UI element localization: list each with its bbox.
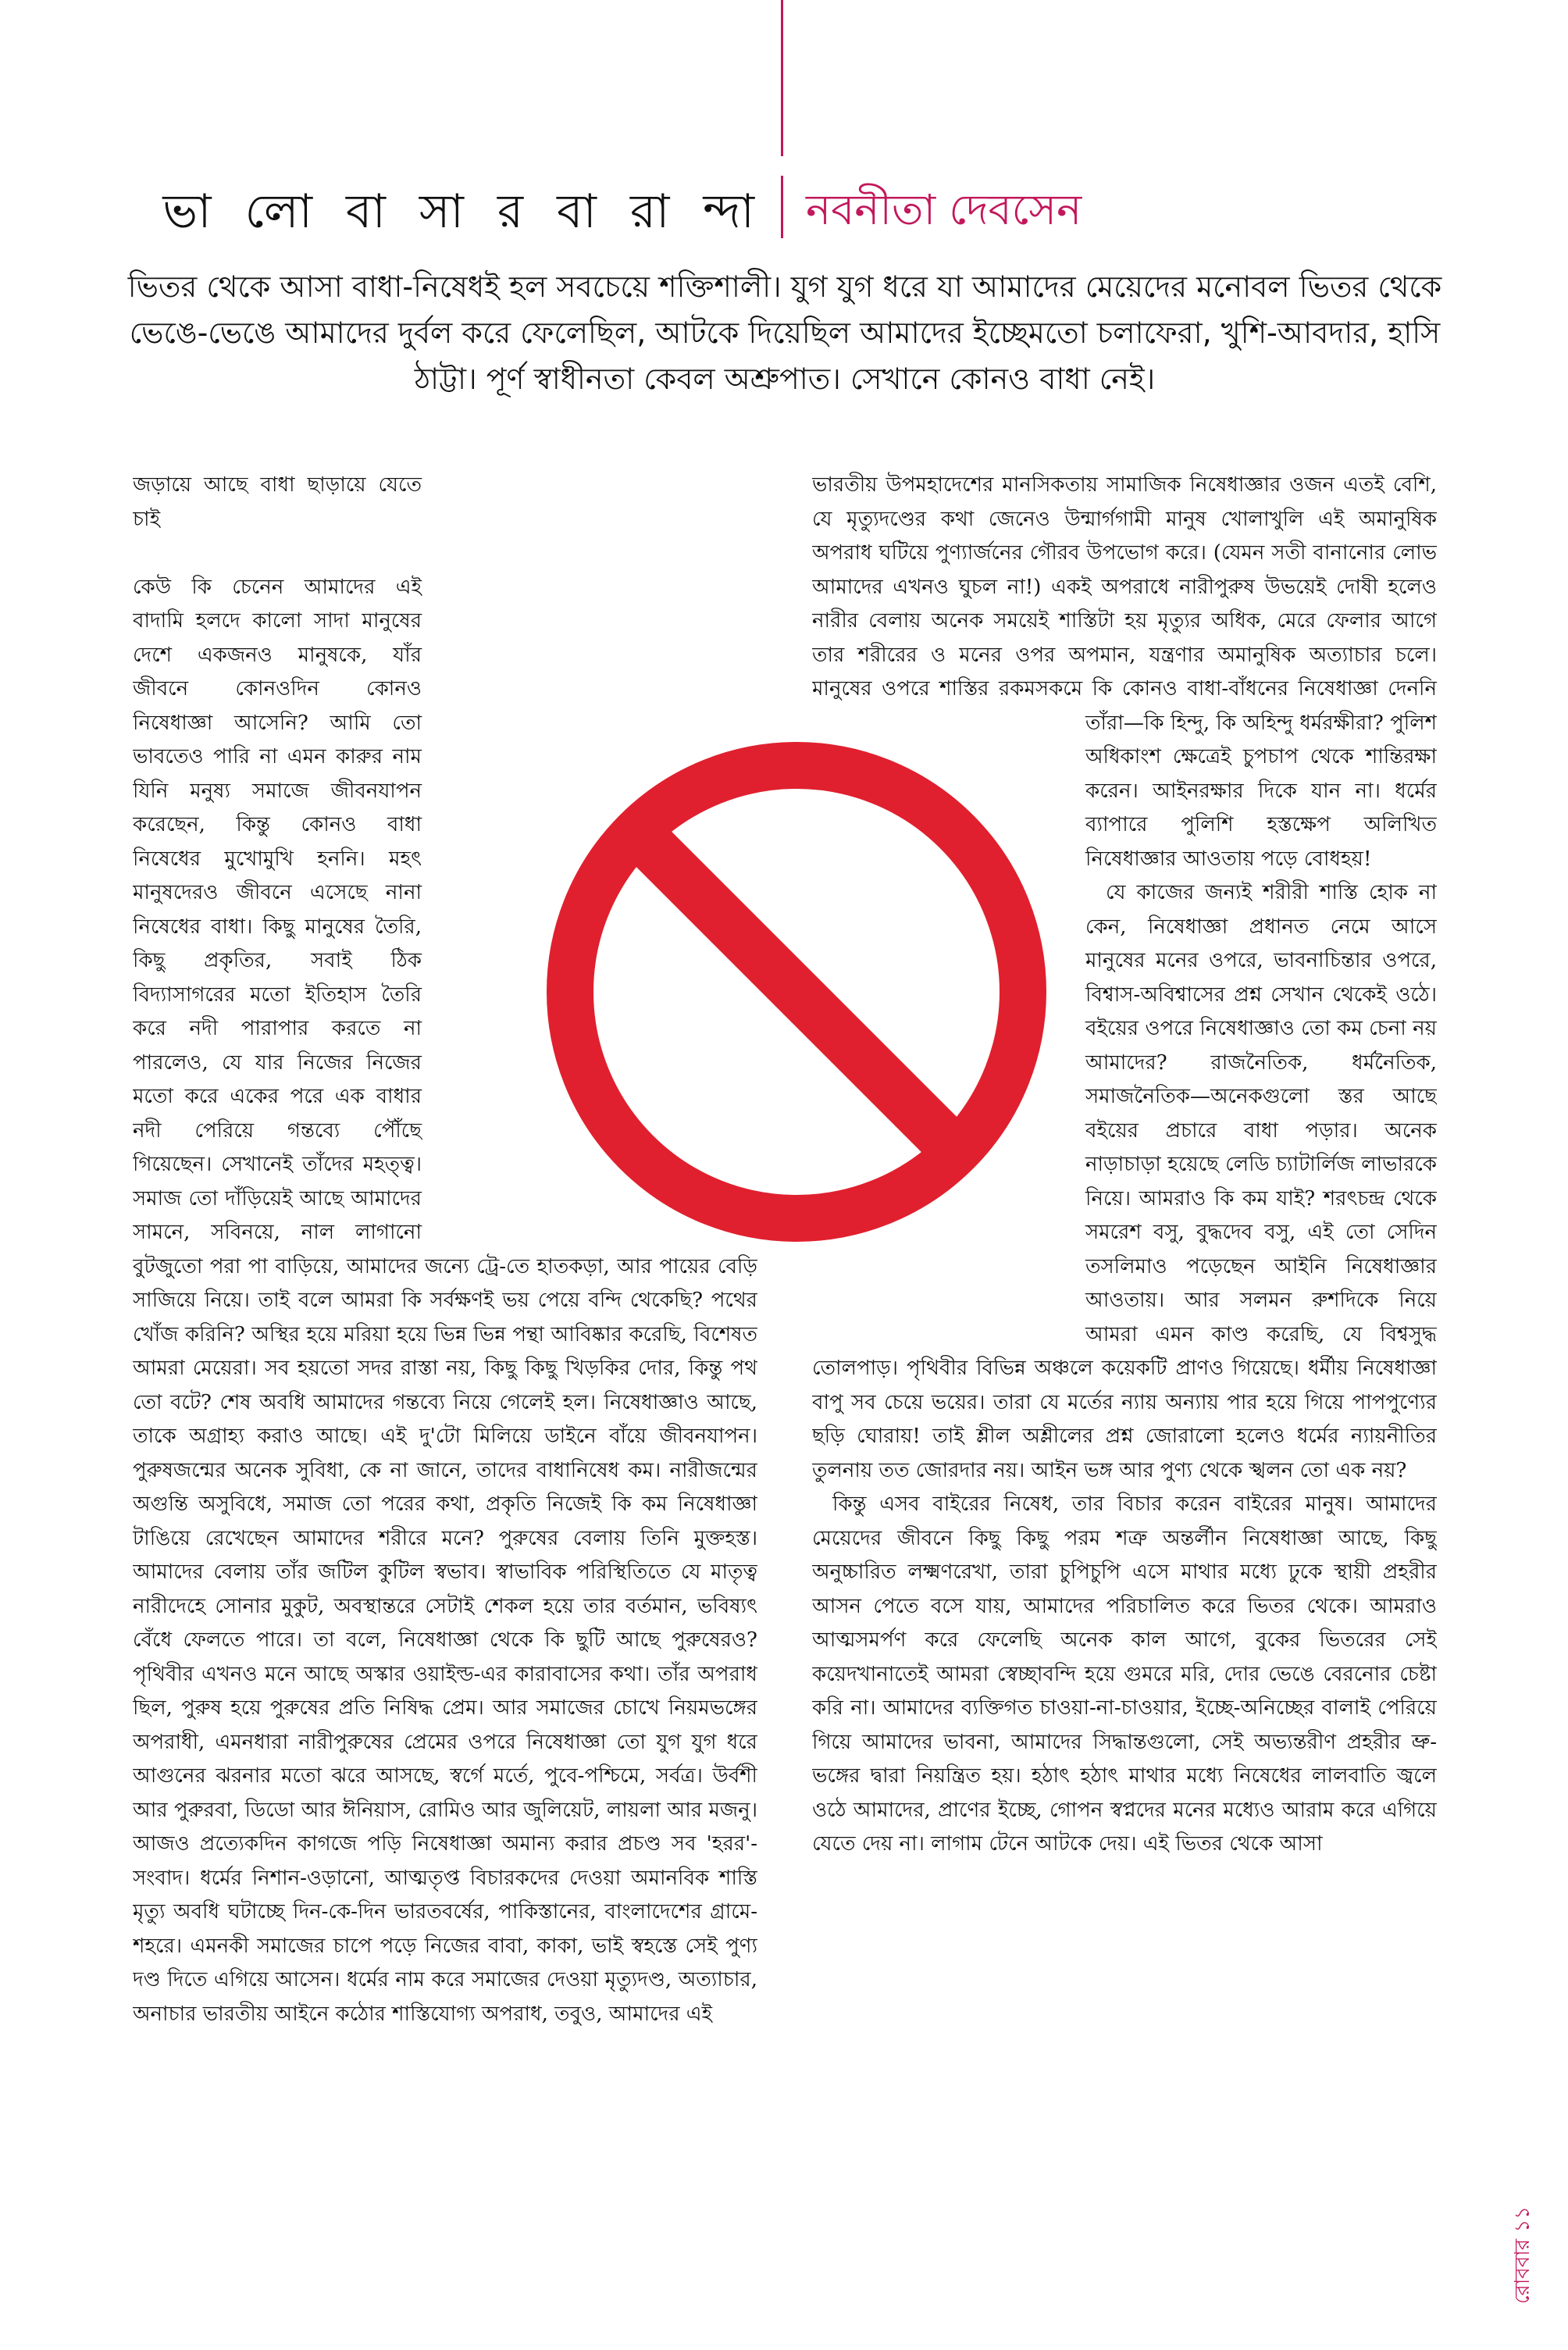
series-title: ভা লো বা সা র বা রা ন্দা	[162, 184, 764, 239]
intro-blurb: ভিতর থেকে আসা বাধা-নিষেধই হল সবচেয়ে শক্তিশালী। যুগ যুগ ধরে যা আমাদের মেয়েদের মনোবল ভিতর থেকে ভেঙে-ভেঙে আমাদের দুর্বল করে ফেলেছিল, আটকে দিয়েছিল আমাদের ইচ্ছেমতো চলাফেরা, খুশি-আবদার, হাসি ঠাট্টা। পূর্ণ স্বাধীনতা কেবল অশ্রুপাত। সেখানে কোনও বাধা নেই।	[127, 269, 1442, 396]
paragraph: ভারতীয় উপমহাদেশের মানসিকতায় সামাজিক নিষেধাজ্ঞার ওজন এতই বেশি, যে মৃত্যুদণ্ডের কথা জেনেও উন্মার্গগামী মানুষ খোলাখুলি এই অমানুষিক অপরাধ ঘটিয়ে পুণ্যার্জনের গৌরব উপভোগ করে। (যেমন সতী বানানোর লোভ আমাদের এখনও ঘুচল না!) একই অপরাধে নারীপুরুষ উভয়েই দোষী হলেও নারীর বেলায় অনেক সময়েই শাস্তিটা হয় মৃত্যুর অধিক, মেরে ফেলার আগে তার শরীরের ও মনের ওপর অপমান, যন্ত্রণার অমানুষিক অত্যাচার চলে। মানুষের ওপরে শাস্তির রকমসকমে কি কোনও বাধা-বাঁধনের নিষেধাজ্ঞা দেননি তাঁরা—কি হিন্দু, কি অহিন্দু ধর্মরক্ষীরা? পুলিশ অধিকাংশ ক্ষেত্রেই চুপচাপ থেকে শান্তিরক্ষা করেন। আইনরক্ষার দিকে যান না। ধর্মের ব্যাপারে পুলিশি হস্তক্ষেপ অলিখিত নিষেধাজ্ঞার আওতায় পড়ে বোধহয়!	[812, 473, 1437, 871]
article-subheading: জড়ায়ে আছে বাধা ছাড়ায়ে যেতে চাই	[133, 473, 422, 531]
paragraph: কিন্তু এসব বাইরের নিষেধ, তার বিচার করেন বাইরের মানুষ। আমাদের মেয়েদের জীবনে কিছু কিছু পরম শত্রু অন্তর্লীন নিষেধাজ্ঞা আছে, কিছু অনুচ্চারিত লক্ষ্মণরেখা, তারা চুপিচুপি এসে মাথার মধ্যে ঢুকে স্থায়ী প্রহরীর আসন পেতে বসে যায়, আমাদের পরিচালিত করে ভিতর থেকে। আমরাও আত্মসমর্পণ করে ফেলেছি অনেক কাল আগে, বুকের ভিতরের সেই কয়েদখানাতেই আমরা স্বেচ্ছাবন্দি হয়ে গুমরে মরি, দোর ভেঙে বেরনোর চেষ্টা করি না। আমাদের ব্যক্তিগত চাওয়া-না-চাওয়ার, ইচ্ছে-অনিচ্ছের বালাই পেরিয়ে গিয়ে আমাদের ভাবনা, আমাদের সিদ্ধান্তগুলো, সেই অভ্যন্তরীণ প্রহরীর ভ্রু-ভঙ্গের দ্বারা নিয়ন্ত্রিত হয়। হঠাৎ হঠাৎ মাথার মধ্যে নিষেধের লালবাতি জ্বলে ওঠে আমাদের, প্রাণের ইচ্ছে, গোপন স্বপ্নদের মনের মধ্যেও আরাম করে এগিয়ে যেতে দেয় না। লাগাম টেনে আটকে দেয়। এই ভিতর থেকে আসা	[812, 1492, 1437, 1856]
paragraph: কেউ কি চেনেন আমাদের এই বাদামি হলদে কালো সাদা মানুষের দেশে একজনও মানুষকে, যাঁর জীবনে কোনওদিন কোনও নিষেধাজ্ঞা আসেনি? আমি তো ভাবতেও পারি না এমন কারুর নাম যিনি মনুষ্য সমাজে জীবনযাপন করেছেন, কিন্তু কোনও বাধা নিষেধের মুখোমুখি হননি। মহৎ মানুষদেরও জীবনে এসেছে নানা নিষেধের বাধা। কিছু মানুষের তৈরি, কিছু প্রকৃতির, সবাই ঠিক বিদ্যাসাগরের মতো ইতিহাস তৈরি করে নদী পারাপার করতে না পারলেও, যে যার নিজের নিজের মতো করে একের পরে এক বাধার নদী পেরিয়ে গন্তব্যে পৌঁছে গিয়েছেন। সেখানেই তাঁদের মহত্ত্ব। সমাজ তো দাঁড়িয়েই আছে আমাদের সামনে, সবিনয়ে, নাল লাগানো বুটজুতো পরা পা বাড়িয়ে, আমাদের জন্যে ট্রে-তে হাতকড়া, আর পায়ের বেড়ি সাজিয়ে নিয়ে। তাই বলে আমরা কি সর্বক্ষণই ভয় পেয়ে বন্দি থেকেছি? পথের খোঁজ করিনি? অস্থির হয়ে মরিয়া হয়ে ভিন্ন ভিন্ন পন্থা আবিষ্কার করেছি, বিশেষত আমরা মেয়েরা। সব হয়তো সদর রাস্তা নয়, কিছু কিছু খিড়কির দোর, কিন্তু পথ তো বটে? শেষ অবধি আমাদের গন্তব্যে নিয়ে গেলেই হল। নিষেধাজ্ঞাও আছে, তাকে অগ্রাহ্য করাও আছে। এই দু'টো মিলিয়ে ডাইনে বাঁয়ে জীবনযাপন। পুরুষজন্মের অনেক সুবিধা, কে না জানে, তাদের বাধানিষেধ কম। নারীজন্মের অগুন্তি অসুবিধে, সমাজ তো পরের কথা, প্রকৃতি নিজেই কি কম নিষেধাজ্ঞা টাঙিয়ে রেখেছেন আমাদের শরীরে মনে? পুরুষের বেলায় তিনি মুক্তহস্ত। আমাদের বেলায় তাঁর জটিল কুটিল স্বভাব। স্বাভাবিক পরিস্থিতিতে যে মাতৃত্ব নারীদেহে সোনার মুকুট, অবস্থান্তরে সেটাই শেকল হয়ে তার বর্তমান, ভবিষ্যৎ বেঁধে ফেলতে পারে। তা বলে, নিষেধাজ্ঞা থেকে কি ছুটি আছে পুরুষেরও? পৃথিবীর এখনও মনে আছে অস্কার ওয়াইল্ড-এর কারাবাসের কথা। তাঁর অপরাধ ছিল, পুরুষ হয়ে পুরুষের প্রতি নিষিদ্ধ প্রেম। আর সমাজের চোখে নিয়মভঙ্গের অপরাধী, এমনধারা নারীপুরুষের প্রেমের ওপরে নিষেধাজ্ঞা তো যুগ যুগ ধরে আগুনের ঝরনার মতো ঝরে আসছে, স্বর্গে মর্তে, পুবে-পশ্চিমে, সর্বত্র। উর্বশী আর পুরুরবা, ডিডো আর ঈনিয়াস, রোমিও আর জুলিয়েট, লায়লা আর মজনু। আজও প্রত্যেকদিন কাগজে পড়ি নিষেধাজ্ঞা অমান্য করার প্রচণ্ড সব 'হরর'-সংবাদ। ধর্মের নিশান-ওড়ানো, আত্মতৃপ্ত বিচারকদের দেওয়া অমানবিক শাস্তি মৃত্যু অবধি ঘটাচ্ছে দিন-কে-দিন ভারতবর্ষের, পাকিস্তানের, বাংলাদেশের গ্রামে-শহরে। এমনকী সমাজের চাপে পড়ে নিজের বাবা, কাকা, ভাই স্বহস্তে সেই পুণ্য দণ্ড দিতে এগিয়ে আসেন। ধর্মের নাম করে সমাজের দেওয়া মৃত্যুদণ্ড, অত্যাচার, অনাচার ভারতীয় আইনে কঠোর শাস্তিযোগ্য অপরাধ, তবুও, আমাদের এই	[133, 575, 757, 2026]
header	[0, 176, 1568, 238]
header-rule	[781, 0, 783, 156]
title-separator	[781, 176, 783, 238]
no-entry-icon	[539, 734, 1054, 1250]
author-name: নবনীতা দেবসেন	[806, 185, 1082, 234]
prohibition-sign-illustration	[539, 734, 1054, 1250]
paragraph: যে কাজের জন্যই শরীরী শাস্তি হোক না কেন, নিষেধাজ্ঞা প্রধানত নেমে আসে মানুষের মনের ওপরে, ভাবনাচিন্তার ওপরে, বিশ্বাস-অবিশ্বাসের প্রশ্ন সেখান থেকেই ওঠে। বইয়ের ওপরে নিষেধাজ্ঞাও তো কম চেনা নয় আমাদের? রাজনৈতিক, ধর্মনৈতিক, সমাজনৈতিক—অনেকগুলো স্তর আছে বইয়ের প্রচারে বাধা পড়ার। অনেক নাড়াচাড়া হয়েছে লেডি চ্যাটার্লিজ লাভারকে নিয়ে। আমরাও কি কম যাই? শরৎচন্দ্র থেকে সমরেশ বসু, বুদ্ধদেব বসু, এই তো সেদিন তসলিমাও পড়েছেন আইনি নিষেধাজ্ঞার আওতায়। আর সলমন রুশদিকে নিয়ে আমরা এমন কাণ্ড করেছি, যে বিশ্বসুদ্ধ তোলপাড়। পৃথিবীর বিভিন্ন অঞ্চলে কয়েকটি প্রাণও গিয়েছে। ধর্মীয় নিষেধাজ্ঞা বাপু সব চেয়ে ভয়ের। তারা যে মর্তের ন্যায় অন্যায় পার হয়ে গিয়ে পাপপুণ্যের ছড়ি ঘোরায়! তাই শ্লীল অশ্লীলের প্রশ্ন জোরালো হলেও ধর্মের ন্যায়নীতির তুলনায় তত জোরদার নয়। আইন ভঙ্গ আর পুণ্য থেকে স্খলন তো এক নয়?	[812, 881, 1437, 1482]
page-marker: রোববার ১১	[1511, 2206, 1534, 2304]
